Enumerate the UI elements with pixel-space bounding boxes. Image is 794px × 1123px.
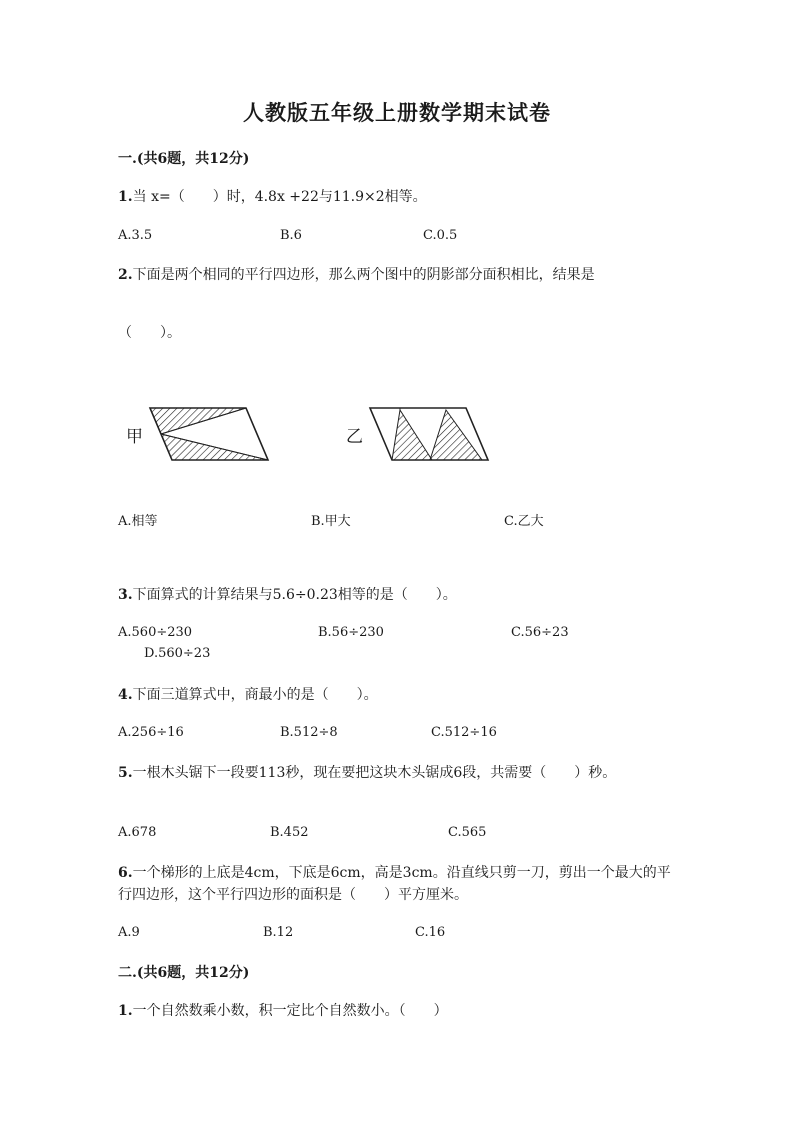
figure-label-a: 甲 xyxy=(126,427,143,447)
question-2 xyxy=(118,264,678,286)
question-text: 当 x=（ ）时，4.8x +22与11.9×2相等。 xyxy=(132,189,427,205)
option-c[interactable]: C.56÷23 xyxy=(511,625,569,640)
option-c[interactable]: C.565 xyxy=(448,825,487,840)
question-1 xyxy=(118,186,678,208)
question-text: 下面是两个相同的平行四边形，那么两个图中的阴影部分面积相比，结果是 xyxy=(132,267,595,283)
section-2-question-1 xyxy=(118,1000,678,1022)
option-b[interactable]: B.512÷8 xyxy=(280,725,338,740)
question-text: 一个梯形的上底是4cm，下底是6cm，高是3cm。沿直线只剪一刀，剪出一个最大的平行四边形，这个平行四边形的面积是（ ）平方厘米。 xyxy=(118,865,671,903)
option-a[interactable]: A.9 xyxy=(118,925,140,940)
parallelogram-a xyxy=(150,408,268,460)
parallelogram-b xyxy=(370,408,488,460)
question-number: 4. xyxy=(118,687,133,703)
question-number: 6. xyxy=(118,865,133,881)
question-text: 下面三道算式中，商最小的是（ ）。 xyxy=(132,687,378,703)
parallelogram-diagram xyxy=(118,396,518,466)
question-3-options xyxy=(118,625,678,669)
question-text: 一根木头锯下一段要113秒，现在要把这块木头锯成6段，共需要（ ）秒。 xyxy=(132,765,617,781)
option-c[interactable]: C.16 xyxy=(415,925,446,940)
question-number: 1. xyxy=(118,1003,133,1019)
option-b[interactable]: B.12 xyxy=(263,925,294,940)
parallelogram-figures xyxy=(118,396,518,466)
question-5-options xyxy=(118,825,678,845)
option-c[interactable]: C.乙大 xyxy=(504,514,544,529)
question-text: 一个自然数乘小数，积一定比个自然数小。（ ） xyxy=(132,1003,448,1019)
question-2-blank: （ ）。 xyxy=(118,325,181,341)
option-a[interactable]: A.3.5 xyxy=(118,228,153,243)
question-6-options xyxy=(118,925,678,945)
option-b[interactable]: B.56÷230 xyxy=(318,625,384,640)
option-b[interactable]: B.452 xyxy=(270,825,309,840)
option-a[interactable]: A.560÷230 xyxy=(118,625,193,640)
option-c[interactable]: C.512÷16 xyxy=(431,725,497,740)
question-text: 下面算式的计算结果与5.6÷0.23相等的是（ ）。 xyxy=(132,587,457,603)
option-a[interactable]: A.256÷16 xyxy=(118,725,184,740)
question-6 xyxy=(118,862,674,906)
option-a[interactable]: A.678 xyxy=(118,825,157,840)
section-heading-1: 一.(共6题，共12分) xyxy=(118,151,250,167)
question-2-options xyxy=(118,510,678,530)
option-c[interactable]: C.0.5 xyxy=(423,228,458,243)
question-4-options xyxy=(118,725,678,745)
question-number: 3. xyxy=(118,587,133,603)
question-number: 2. xyxy=(118,267,133,283)
option-b[interactable]: B.6 xyxy=(280,228,302,243)
question-5 xyxy=(118,762,670,784)
question-4 xyxy=(118,684,678,706)
section-heading-2: 二.(共6题，共12分) xyxy=(118,965,250,981)
option-d[interactable]: D.560÷23 xyxy=(144,646,211,661)
option-b[interactable]: B.甲大 xyxy=(311,514,351,529)
page-title: 人教版五年级上册数学期末试卷 xyxy=(243,100,551,125)
question-number: 5. xyxy=(118,765,133,781)
figure-label-b: 乙 xyxy=(346,427,363,447)
question-1-options xyxy=(118,228,678,248)
question-number: 1. xyxy=(118,189,133,205)
question-3 xyxy=(118,584,678,606)
option-a[interactable]: A.相等 xyxy=(118,514,158,529)
